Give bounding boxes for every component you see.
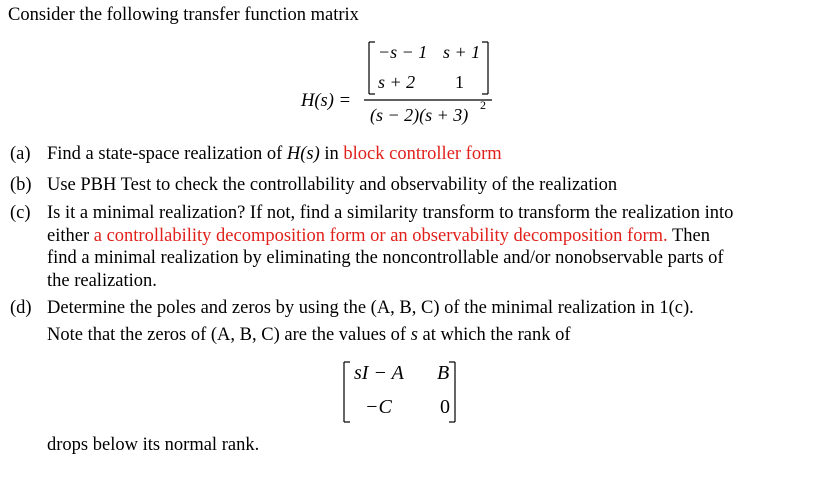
item-text-part: in	[319, 144, 344, 164]
item-text-line: find a minimal realization by eliminating the noncontrollable and/or nonobservable parts of	[47, 248, 724, 268]
equation-lhs: H(s) =	[301, 91, 351, 111]
item-text-line: Determine the poles and zeros by using the (A, B, C) of the minimal realization in 1(c).	[47, 298, 694, 318]
matrix1-cell-0-1: s + 1	[443, 42, 481, 62]
matrix1-cell-1-1: 1	[455, 72, 464, 92]
item-text-line	[47, 324, 571, 346]
outro-text: drops below its normal rank.	[47, 435, 260, 455]
matrix2-cell-1-1: 0	[440, 396, 450, 418]
item-label: (a)	[10, 144, 31, 164]
equation-denominator: (s − 2)(s + 3)	[370, 105, 469, 125]
item-text-line: Is it a minimal realization? If not, find a similarity transform to transform the realization into	[47, 203, 734, 223]
item-text-part: Find a state-space realization of	[47, 144, 287, 164]
item-text-part: Then	[667, 226, 710, 246]
item-label: (c)	[10, 203, 31, 223]
item-text-line	[47, 225, 710, 247]
matrix1-cell-1-0: s + 2	[378, 72, 416, 92]
matrix1-cell-0-0: −s − 1	[378, 42, 428, 62]
item-text-part: either	[47, 226, 94, 246]
math-hs: H(s)	[286, 144, 320, 164]
item-text	[47, 143, 502, 165]
item-label: (d)	[10, 298, 32, 318]
matrix2-cell-0-1: B	[437, 362, 450, 384]
item-label: (b)	[10, 175, 32, 195]
math-s: s	[410, 325, 418, 345]
item-text: Use PBH Test to check the controllability and observability of the realization	[47, 175, 618, 195]
intro-text: Consider the following transfer function matrix	[8, 5, 359, 25]
item-text-part: Note that the zeros of (A, B, C) are the values of	[47, 325, 411, 345]
highlighted-term: a controllability decomposition form or an observability decomposition form.	[93, 226, 668, 246]
denominator-exponent: 2	[480, 98, 486, 112]
item-text-line: the realization.	[47, 271, 157, 291]
highlighted-term: block controller form	[343, 144, 502, 164]
matrix2-cell-1-0: −C	[365, 396, 392, 418]
matrix2-cell-0-0: sI − A	[354, 362, 404, 384]
item-text-part: at which the rank of	[417, 325, 571, 345]
